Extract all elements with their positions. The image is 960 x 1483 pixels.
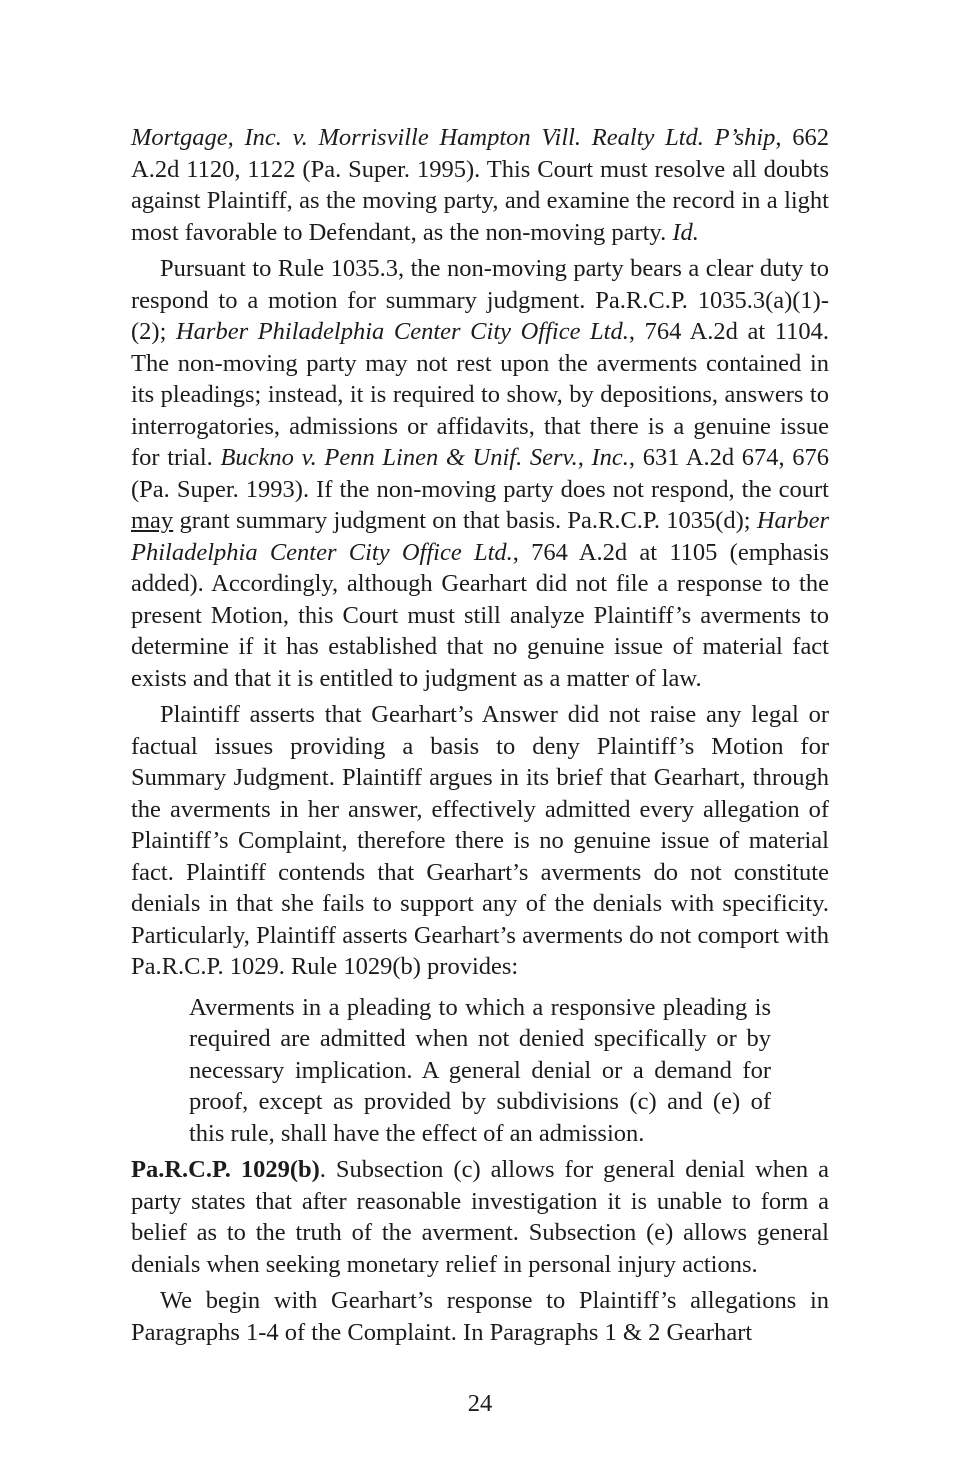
paragraph-text: . Subsection (c) allows for general denial when a party states that after reasonable investigation it is unable to form a belief as to the truth of the averment. Subsection (e) allows general denials when seeking monetary relief in personal injury actions. bbox=[131, 1156, 830, 1278]
case-citation: Mortgage, Inc. v. Morrisville Hampton Vill. Realty Ltd. P’ship bbox=[131, 124, 776, 151]
body-text bbox=[131, 122, 829, 1348]
paragraph-5: We begin with Gearhart’s response to Plaintiff’s allegations in Paragraphs 1-4 of the Complaint. In Paragraphs 1 & 2 Gearhart bbox=[131, 1287, 829, 1346]
case-citation: Harber Philadelphia Center City Office Ltd. bbox=[131, 507, 829, 566]
case-citation: Harber Philadelphia Center City Office Ltd. bbox=[175, 318, 629, 345]
paragraph-text: grant summary judgment on that basis. Pa.R.C.P. 1035(d); bbox=[173, 507, 757, 534]
id-citation: Id. bbox=[672, 218, 699, 246]
rule-citation: Pa.R.C.P. 1029(b) bbox=[131, 1156, 320, 1183]
page-number: 24 bbox=[467, 1390, 493, 1417]
case-citation: Buckno v. Penn Linen & Unif. Serv., Inc. bbox=[220, 444, 629, 471]
paragraph-text: , 764 A.2d at 1105 (emphasis added). Accordingly, although Gearhart did not file a response to the present Motion, this Court must still analyze Plaintiff’s averments to determine if it has established that no genuine issue of material fact exists and that it is entitled to judgment as a matter of law. bbox=[131, 538, 830, 692]
paragraph-text: , 662 A.2d 1120, 1122 (Pa. Super. 1995). This Court must resolve all doubts against Plaintiff, as the moving party, and examine the record in a light most favorable to Defendant, as the non-moving party. bbox=[131, 124, 829, 246]
paragraph-text: Pursuant to Rule 1035.3, the non-moving party bears a clear duty to respond to a motion for summary judgment. Pa.R.C.P. 1035.3(a)(1)-(2); bbox=[131, 255, 829, 345]
paragraph-1 bbox=[131, 122, 829, 248]
paragraph-2 bbox=[131, 253, 829, 694]
paragraph-text: , 764 A.2d at 1104. The non-moving party may not rest upon the averments contained in its pleadings; instead, it is required to show, by depositions, answers to interrogatories, admissions or affidavits, that there is a genuine issue for trial. bbox=[131, 318, 830, 471]
paragraph-4 bbox=[131, 1154, 829, 1280]
emphasized-word: may bbox=[131, 507, 174, 534]
block-quote: Averments in a pleading to which a responsive pleading is required are admitted when not denied specifically or by necessary implication. A general denial or a demand for proof, except as provided by subdivisions (c) and (e) of this rule, shall have the effect of an admission. bbox=[189, 993, 771, 1147]
paragraph-text: , 631 A.2d 674, 676 (Pa. Super. 1993). If the non-moving party does not respond, the court bbox=[131, 444, 829, 503]
paragraph-3: Plaintiff asserts that Gearhart’s Answer did not raise any legal or factual issues providing a basis to deny Plaintiff’s Motion for Summary Judgment. Plaintiff argues in its brief that Gearhart, through the averments in her answer, effectively admitted every allegation of Plaintiff’s Complaint, therefore there is no genuine issue of material fact. Plaintiff contends that Gearhart’s averments do not constitute denials in that she fails to support any of the denials with specificity. Particularly, Plaintiff asserts Gearhart’s averments do not comport with Pa.R.C.P. 1029. Rule 1029(b) provides: bbox=[131, 701, 829, 980]
